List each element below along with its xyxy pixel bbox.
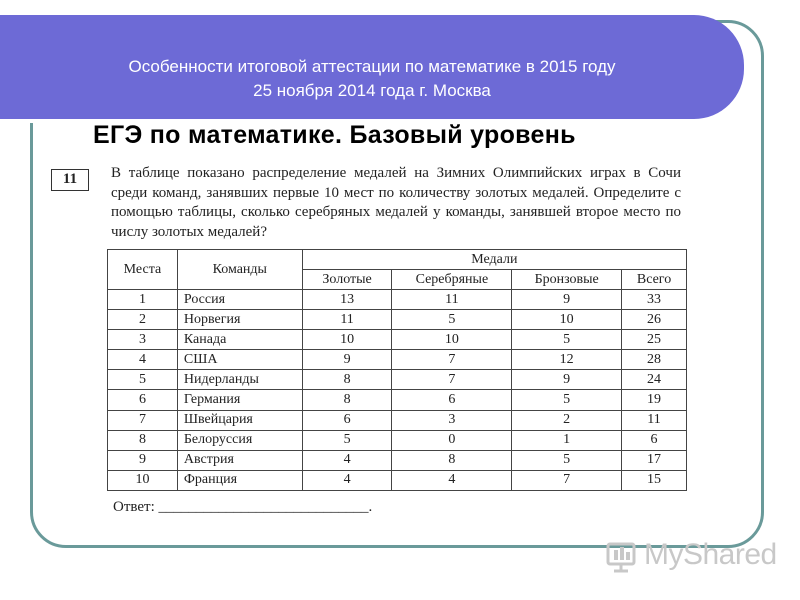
cell-gold: 11 xyxy=(302,310,392,330)
table-row xyxy=(108,410,687,430)
table-row xyxy=(108,310,687,330)
cell-bronze: 1 xyxy=(512,430,622,450)
header-place: Места xyxy=(108,250,178,290)
cell-gold: 6 xyxy=(302,410,392,430)
cell-total: 25 xyxy=(622,330,687,350)
medal-table xyxy=(107,249,687,491)
cell-gold: 10 xyxy=(302,330,392,350)
cell-place: 8 xyxy=(108,430,178,450)
header-banner xyxy=(0,15,744,119)
cell-bronze: 5 xyxy=(512,390,622,410)
cell-team: Россия xyxy=(177,290,302,310)
watermark-text: MyShared xyxy=(644,538,777,571)
cell-gold: 8 xyxy=(302,370,392,390)
cell-silver: 4 xyxy=(392,470,512,490)
cell-gold: 9 xyxy=(302,350,392,370)
header-silver: Серебряные xyxy=(392,270,512,290)
cell-silver: 0 xyxy=(392,430,512,450)
cell-total: 17 xyxy=(622,450,687,470)
cell-silver: 7 xyxy=(392,370,512,390)
cell-bronze: 2 xyxy=(512,410,622,430)
cell-team: Германия xyxy=(177,390,302,410)
cell-gold: 8 xyxy=(302,390,392,410)
cell-total: 26 xyxy=(622,310,687,330)
cell-bronze: 7 xyxy=(512,470,622,490)
header-title: Особенности итоговой аттестации по математике в 2015 году xyxy=(128,57,616,76)
header-gold: Золотые xyxy=(302,270,392,290)
cell-team: Швейцария xyxy=(177,410,302,430)
cell-total: 19 xyxy=(622,390,687,410)
cell-place: 4 xyxy=(108,350,178,370)
table-row xyxy=(108,470,687,490)
cell-place: 5 xyxy=(108,370,178,390)
cell-team: Норвегия xyxy=(177,310,302,330)
cell-place: 9 xyxy=(108,450,178,470)
table-header-row xyxy=(108,250,687,270)
cell-gold: 13 xyxy=(302,290,392,310)
task-number: 11 xyxy=(51,169,89,191)
cell-team: Австрия xyxy=(177,450,302,470)
cell-total: 15 xyxy=(622,470,687,490)
cell-team: Франция xyxy=(177,470,302,490)
cell-total: 33 xyxy=(622,290,687,310)
cell-silver: 7 xyxy=(392,350,512,370)
cell-total: 11 xyxy=(622,410,687,430)
cell-bronze: 12 xyxy=(512,350,622,370)
cell-bronze: 9 xyxy=(512,290,622,310)
header-total: Всего xyxy=(622,270,687,290)
cell-team: США xyxy=(177,350,302,370)
slide-heading: ЕГЭ по математике. Базовый уровень xyxy=(93,121,576,149)
header-medals: Медали xyxy=(302,250,686,270)
cell-silver: 5 xyxy=(392,310,512,330)
header-team: Команды xyxy=(177,250,302,290)
cell-place: 1 xyxy=(108,290,178,310)
cell-bronze: 5 xyxy=(512,450,622,470)
table-row xyxy=(108,290,687,310)
cell-place: 10 xyxy=(108,470,178,490)
cell-silver: 3 xyxy=(392,410,512,430)
header-subtitle: 25 ноября 2014 года г. Москва xyxy=(253,81,491,100)
cell-silver: 10 xyxy=(392,330,512,350)
cell-silver: 8 xyxy=(392,450,512,470)
table-row xyxy=(108,330,687,350)
cell-bronze: 9 xyxy=(512,370,622,390)
table-row xyxy=(108,350,687,370)
cell-place: 3 xyxy=(108,330,178,350)
cell-gold: 4 xyxy=(302,470,392,490)
cell-bronze: 5 xyxy=(512,330,622,350)
cell-place: 2 xyxy=(108,310,178,330)
cell-team: Канада xyxy=(177,330,302,350)
cell-total: 28 xyxy=(622,350,687,370)
cell-bronze: 10 xyxy=(512,310,622,330)
cell-team: Нидерланды xyxy=(177,370,302,390)
cell-gold: 5 xyxy=(302,430,392,450)
table-row xyxy=(108,390,687,410)
cell-silver: 6 xyxy=(392,390,512,410)
answer-line: Ответ: ____________________________. xyxy=(113,499,373,515)
table-row xyxy=(108,430,687,450)
cell-place: 7 xyxy=(108,410,178,430)
task-text: В таблице показано распределение медалей на Зимних Олимпийских играх в Сочи среди команд, занявших первые 10 мест по количеству золотых медалей. Определите с помощью таблицы, сколько серебряных медалей у команды, занявшей второе место по числу золотых медалей? xyxy=(111,165,681,240)
cell-silver: 11 xyxy=(392,290,512,310)
header-bronze: Бронзовые xyxy=(512,270,622,290)
table-row xyxy=(108,370,687,390)
cell-place: 6 xyxy=(108,390,178,410)
table-row xyxy=(108,450,687,470)
cell-total: 24 xyxy=(622,370,687,390)
cell-team: Белоруссия xyxy=(177,430,302,450)
cell-total: 6 xyxy=(622,430,687,450)
cell-gold: 4 xyxy=(302,450,392,470)
